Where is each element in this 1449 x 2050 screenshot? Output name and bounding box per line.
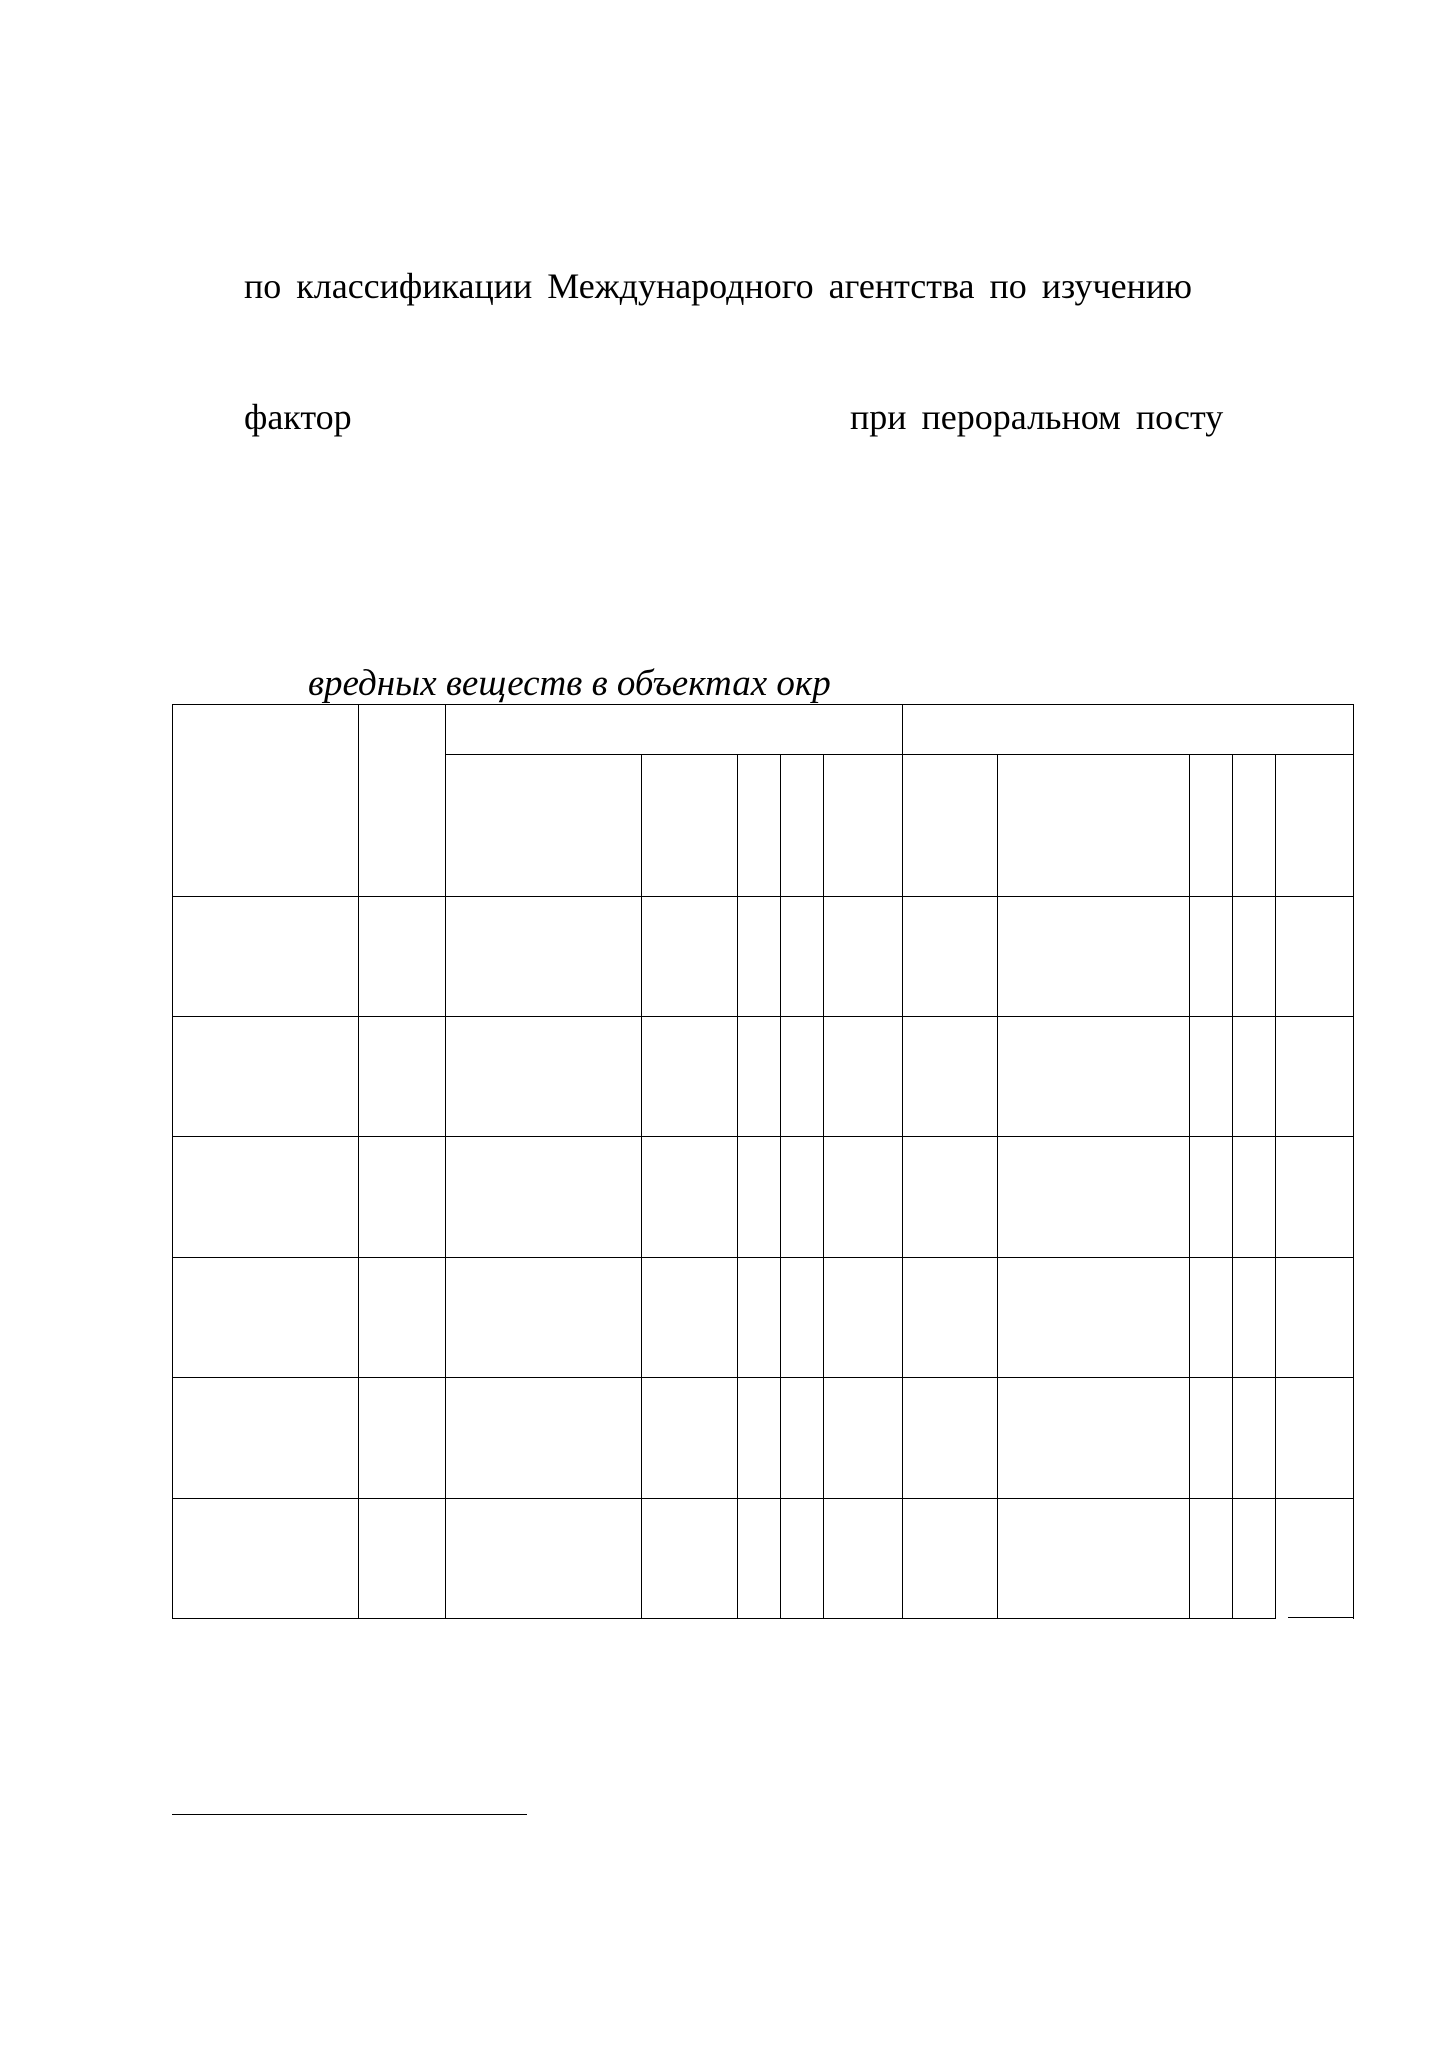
table-cell	[359, 1378, 446, 1498]
table-cell	[998, 1378, 1190, 1498]
table-cell	[738, 1498, 781, 1618]
table-cell	[738, 1017, 781, 1137]
table-cell	[1190, 1378, 1233, 1498]
table-cell	[824, 1378, 903, 1498]
table-cell	[903, 1498, 998, 1618]
table-cell	[359, 1498, 446, 1618]
header-subcell	[824, 755, 903, 896]
header-cell-col-2	[359, 705, 446, 897]
table-cell	[738, 1137, 781, 1257]
table-cell	[446, 1498, 642, 1618]
header-subcell	[738, 755, 781, 896]
table-cell	[1233, 1137, 1276, 1257]
table-cell	[173, 1498, 359, 1618]
table-cell	[642, 1017, 738, 1137]
table-row	[173, 1257, 1354, 1377]
table-cell	[1190, 1017, 1233, 1137]
table-cell	[1276, 1498, 1354, 1618]
header-subcell	[781, 755, 824, 896]
body-text-line-2-right: при пероральном посту	[850, 397, 1224, 437]
table-cell	[1233, 1257, 1276, 1377]
table-cell	[781, 1137, 824, 1257]
table-row	[173, 1378, 1354, 1498]
header-subcell	[998, 755, 1190, 896]
table-row	[173, 896, 1354, 1016]
footnote-separator	[172, 1814, 527, 1815]
table-cell	[446, 896, 642, 1016]
table-cell	[903, 896, 998, 1016]
table-header-row-1	[173, 705, 1354, 755]
table-row	[173, 1137, 1354, 1257]
table-cell	[1233, 896, 1276, 1016]
table-cell	[1233, 1498, 1276, 1618]
table-cell	[1276, 896, 1354, 1016]
table-cell	[642, 1137, 738, 1257]
table-cell	[998, 1137, 1190, 1257]
table-cell	[824, 1498, 903, 1618]
table-caption: вредных веществ в объектах окр	[308, 663, 831, 704]
table-cell	[1276, 1257, 1354, 1377]
table-cell	[781, 1498, 824, 1618]
table-cell	[824, 896, 903, 1016]
table-cell	[446, 1257, 642, 1377]
table-cell	[173, 1137, 359, 1257]
table-cell	[998, 896, 1190, 1016]
table-cell	[642, 1378, 738, 1498]
table-bottom-tail-rule	[1288, 1617, 1353, 1618]
table-cell	[903, 1137, 998, 1257]
table-cell	[359, 1137, 446, 1257]
table-row	[173, 1017, 1354, 1137]
table-cell	[173, 1017, 359, 1137]
table-cell	[738, 896, 781, 1016]
table-cell	[824, 1017, 903, 1137]
table-cell	[781, 1017, 824, 1137]
table-row	[173, 1498, 1354, 1618]
table-cell	[642, 896, 738, 1016]
table-cell	[1276, 1378, 1354, 1498]
table-cell	[781, 896, 824, 1016]
header-subcell	[1190, 755, 1233, 896]
table-cell	[738, 1257, 781, 1377]
body-text-line-2-left: фактор	[244, 397, 352, 437]
table-cell	[824, 1137, 903, 1257]
header-cell-col-1	[173, 705, 359, 897]
table-cell	[173, 1257, 359, 1377]
data-table	[172, 704, 1354, 1619]
table-cell	[903, 1378, 998, 1498]
table-cell	[359, 1257, 446, 1377]
header-subcell	[642, 755, 738, 896]
table-cell	[903, 1257, 998, 1377]
table-cell	[738, 1378, 781, 1498]
table-cell	[173, 896, 359, 1016]
table-cell	[446, 1378, 642, 1498]
table-cell	[998, 1257, 1190, 1377]
header-subcell	[446, 755, 642, 896]
table-cell	[359, 1017, 446, 1137]
table-cell	[1190, 896, 1233, 1016]
table-cell	[781, 1378, 824, 1498]
table-cell	[1190, 1257, 1233, 1377]
table-cell	[446, 1017, 642, 1137]
header-group-1	[446, 705, 903, 755]
header-subcell	[1233, 755, 1276, 896]
table-cell	[446, 1137, 642, 1257]
body-text-line-1: по классификации Международного агентства по изучению	[244, 266, 1192, 306]
table-cell	[998, 1498, 1190, 1618]
table-cell	[1233, 1017, 1276, 1137]
header-group-2	[903, 705, 1354, 755]
table-cell	[998, 1017, 1190, 1137]
table-cell	[1190, 1137, 1233, 1257]
table-cell	[1233, 1378, 1276, 1498]
table-cell	[359, 896, 446, 1016]
table-cell	[1276, 1137, 1354, 1257]
table-cell	[642, 1498, 738, 1618]
header-subcell	[1276, 755, 1354, 896]
table-cell	[1190, 1498, 1233, 1618]
table-cell	[781, 1257, 824, 1377]
table-cell	[824, 1257, 903, 1377]
table-cell	[642, 1257, 738, 1377]
header-subcell	[903, 755, 998, 896]
table-cell	[903, 1017, 998, 1137]
table-cell	[1276, 1017, 1354, 1137]
table-cell	[173, 1378, 359, 1498]
